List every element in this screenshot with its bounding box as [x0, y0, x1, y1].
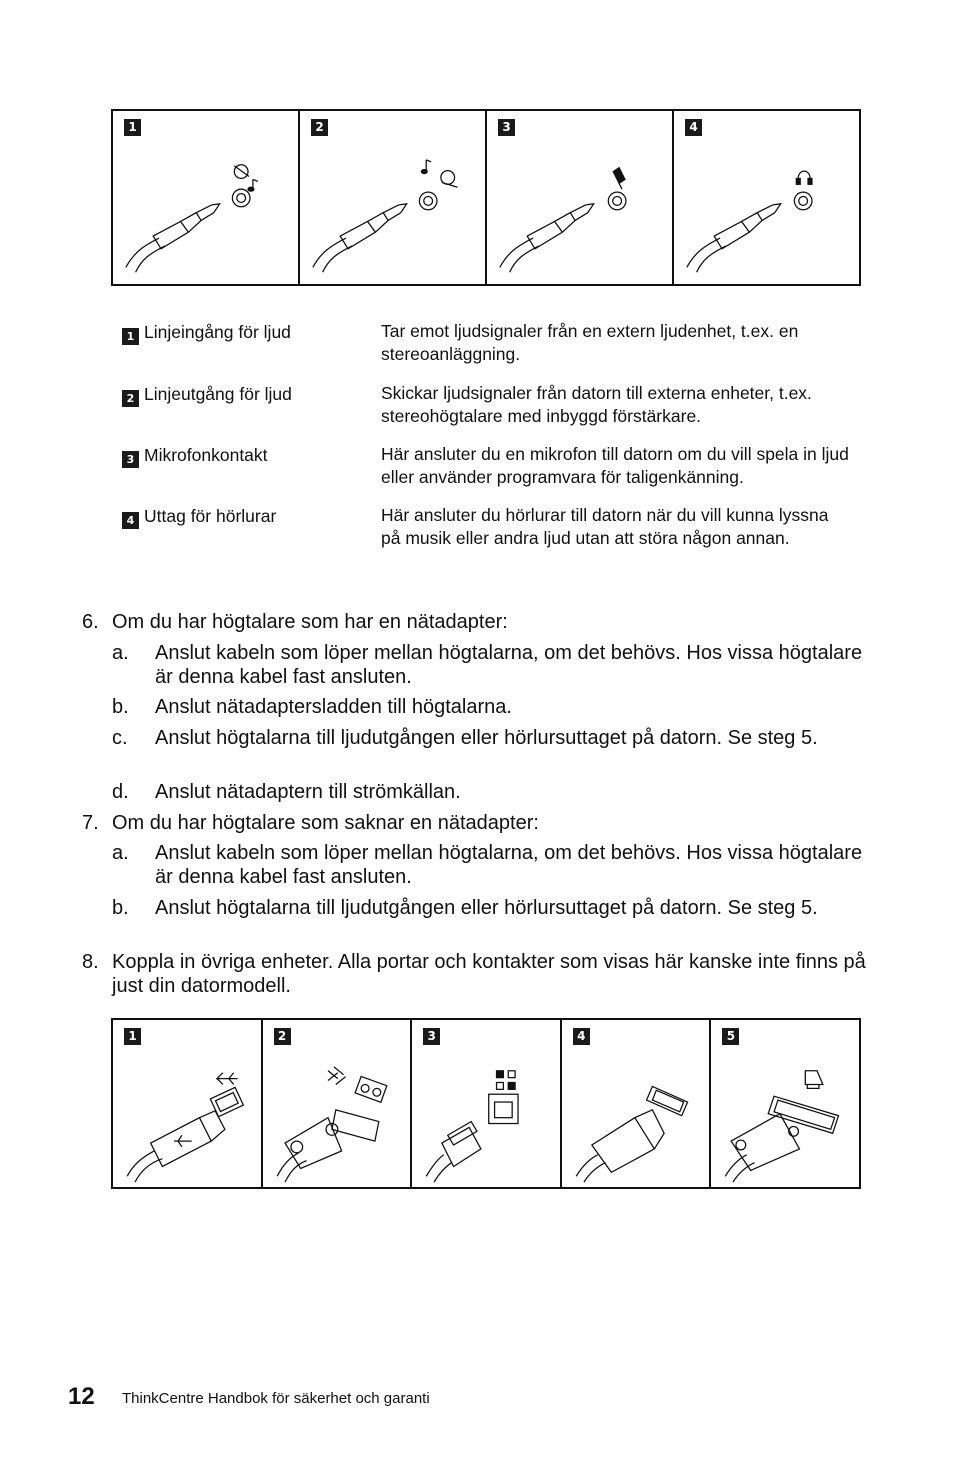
- step-number: 8.: [82, 951, 99, 973]
- substep-letter: c.: [112, 727, 128, 749]
- callout-badge: 1: [124, 1028, 141, 1045]
- callout-badge: 3: [498, 119, 515, 136]
- ethernet-panel: [412, 1020, 562, 1187]
- substep-text: Anslut nätadaptersladden till högtalarna.: [155, 696, 512, 718]
- term: [122, 444, 268, 468]
- callout-badge: 5: [722, 1028, 739, 1045]
- substep-letter: b.: [112, 696, 129, 718]
- definition: Här ansluter du en mikrofon till datorn om du vill spela in ljud eller använder programvara för taligenkänning.: [381, 444, 849, 487]
- term: [122, 505, 276, 529]
- step-text: Koppla in övriga enheter. Alla portar och kontakter som visas här kanske inte finns på just din datormodell.: [112, 951, 866, 997]
- parallel-panel: [711, 1020, 859, 1187]
- step-text: Om du har högtalare som saknar en nätadapter:: [112, 812, 539, 834]
- term-label: Mikrofonkontakt: [144, 445, 268, 465]
- definition: Här ansluter du hörlurar till datorn när du vill kunna lyssna på musik eller andra ljud utan att störa någon annan.: [381, 505, 829, 548]
- page-number: 12: [68, 1383, 95, 1410]
- substep-letter: a.: [112, 642, 129, 664]
- audio-connectors-figure: [111, 109, 861, 286]
- microphone-panel: [487, 111, 674, 284]
- substep-text: Anslut nätadaptern till strömkällan.: [155, 781, 461, 803]
- callout-badge: 4: [573, 1028, 590, 1045]
- substep-text: Anslut kabeln som löper mellan högtalarna, om det behövs. Hos vissa högtalare är denna kabel fast ansluten.: [155, 642, 863, 688]
- callout-badge: 2: [311, 119, 328, 136]
- callout-badge: 2: [274, 1028, 291, 1045]
- term: [122, 383, 292, 407]
- step-number: 7.: [82, 812, 99, 834]
- substep-text: Anslut högtalarna till ljudutgången eller hörlursuttaget på datorn. Se steg 5.: [155, 727, 818, 749]
- callout-badge: 3: [423, 1028, 440, 1045]
- line-out-icon: [300, 111, 485, 284]
- headphone-panel: [674, 111, 859, 284]
- term-label: Linjeingång för ljud: [144, 322, 291, 342]
- term-label: Uttag för hörlurar: [144, 506, 277, 526]
- step-number: 6.: [82, 611, 99, 633]
- ethernet-icon: [412, 1020, 560, 1187]
- substep-letter: a.: [112, 842, 129, 864]
- substep-text: Anslut högtalarna till ljudutgången eller hörlursuttaget på datorn. Se steg 5.: [155, 897, 818, 919]
- substep-letter: b.: [112, 897, 129, 919]
- microphone-icon: [487, 111, 672, 284]
- displayport-panel: [562, 1020, 712, 1187]
- other-connectors-figure: [111, 1018, 861, 1189]
- serial-panel: [263, 1020, 413, 1187]
- step-text: Om du har högtalare som har en nätadapter:: [112, 611, 508, 633]
- callout-badge: 1: [122, 328, 139, 345]
- line-in-icon: [113, 111, 298, 284]
- definition: Skickar ljudsignaler från datorn till externa enheter, t.ex. stereohögtalare med inbyggd förstärkare.: [381, 383, 812, 426]
- line-out-panel: [300, 111, 487, 284]
- usb-panel: [113, 1020, 263, 1187]
- substep-letter: d.: [112, 781, 129, 803]
- term-label: Linjeutgång för ljud: [144, 384, 292, 404]
- line-in-panel: [113, 111, 300, 284]
- displayport-icon: [562, 1020, 710, 1187]
- callout-badge: 4: [685, 119, 702, 136]
- callout-badge: 4: [122, 512, 139, 529]
- substep-text: Anslut kabeln som löper mellan högtalarna, om det behövs. Hos vissa högtalare är denna kabel fast ansluten.: [155, 842, 863, 888]
- definition: Tar emot ljudsignaler från en extern ljudenhet, t.ex. en stereoanläggning.: [381, 321, 799, 364]
- term: [122, 321, 291, 345]
- headphone-icon: [674, 111, 859, 284]
- callout-badge: 3: [122, 451, 139, 468]
- parallel-port-icon: [711, 1020, 859, 1187]
- running-footer-title: ThinkCentre Handbok för säkerhet och garanti: [122, 1390, 430, 1407]
- usb-icon: [113, 1020, 261, 1187]
- callout-badge: 2: [122, 390, 139, 407]
- callout-badge: 1: [124, 119, 141, 136]
- serial-port-icon: [263, 1020, 411, 1187]
